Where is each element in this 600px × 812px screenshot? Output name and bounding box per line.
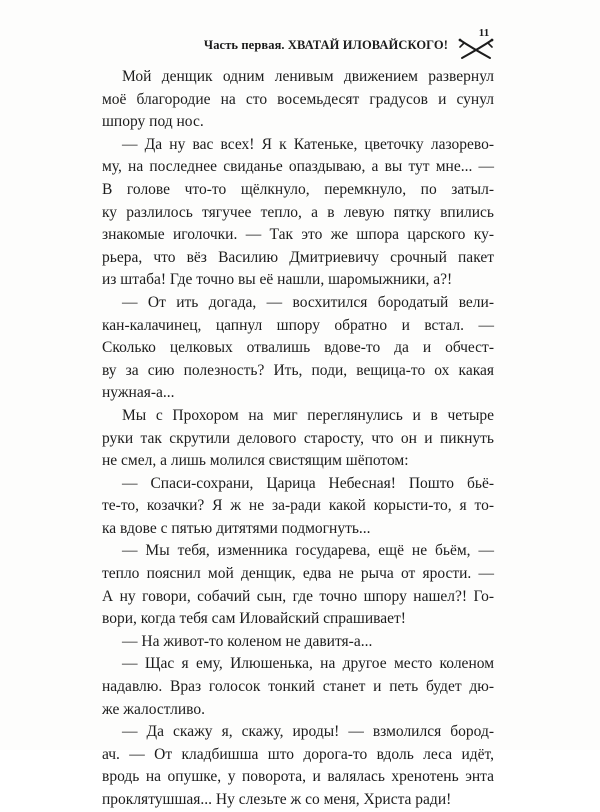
text-line: ку разлилось тягучее тепло, а в левую пятку впились [102, 203, 494, 221]
text-line: из штаба! Где точно вы её нашли, шаромыжники, а?! [102, 271, 453, 289]
text-line: моё благородие на сто восемьдесят градусов и сунул [102, 90, 494, 108]
text-line: Мой денщик одним ленивым движением развернул [122, 68, 494, 85]
text-line: проклятушшая... Ну слезьте ж со меня, Христа ради! [102, 791, 452, 808]
running-head-part: Часть первая. [203, 38, 285, 52]
text-line: — От ить догада, — восхитился бородатый вели- [122, 293, 494, 311]
paragraph [102, 134, 494, 292]
text-line: шпору под нос. [102, 113, 204, 131]
paragraph [102, 540, 494, 630]
running-head-title: ХВАТАЙ ИЛОВАЙСКОГО! [287, 38, 448, 52]
text-line: — Мы тебя, изменника государева, ещё не бьём, — [122, 542, 494, 560]
text-line: ву за сию полезность? Ить, поди, вещица-то ох какая [102, 361, 494, 379]
text-line: кан-калачинец, цапнул шпору обратно и встал. — [102, 316, 494, 334]
page-header [100, 27, 495, 58]
text-line: — Да скажу я, скажу, ироды! — взмолился бород- [122, 723, 494, 741]
crossed-sabers-icon [456, 38, 496, 60]
text-line: ач. — От кладбишша што дорога-то вдоль леса идёт, [102, 745, 494, 763]
text-line: — На живот-то коленом не давитя-а... [122, 632, 373, 650]
text-line: знакомые иголочки. — Так это же шпора царского ку- [102, 226, 494, 244]
text-line: рьера, что вёз Василию Дмитриевичу срочный пакет [102, 248, 494, 266]
text-line: ка вдове с пятью дитятями подмогнуть... [102, 519, 371, 537]
text-line: же жалостливо. [102, 700, 205, 718]
paragraph [102, 631, 494, 654]
text-line: надавлю. Враз голосок тонкий станет и петь будет дю- [102, 678, 494, 696]
text-line: — Да ну вас всех! Я к Катеньке, цветочку лазорево- [122, 135, 494, 153]
text-line: вори, когда тебя сам Иловайский спрашивает! [102, 610, 406, 628]
paragraph [102, 405, 494, 473]
page-number: 11 [478, 27, 490, 39]
paragraph [102, 66, 494, 134]
text-line: — Щас я ему, Илюшенька, на другое место коленом [122, 655, 494, 673]
paragraph [102, 653, 494, 721]
text-line: руки так скрутили делового старосту, что он и пикнуть [102, 429, 494, 447]
text-line: В голове что-то щёлкнуло, перемкнуло, по затыл- [102, 180, 494, 198]
text-line: му, на последнее свиданье опаздываю, а вы тут мне... — [102, 158, 494, 176]
paragraph [102, 721, 494, 811]
running-head [100, 38, 448, 53]
text-line: А ну говори, собачий сын, где точно шпору нашел?! Го- [102, 587, 494, 605]
text-line: Сколько целковых отвалишь вдове-то да и обчест- [102, 339, 494, 357]
text-line: тепло пояснил мой денщик, едва не рыча от ярости. — [102, 565, 494, 583]
text-line: нужная-а... [102, 384, 175, 402]
text-line: вродь на опушке, у поворота, и валялась хренотень энта [102, 768, 494, 786]
text-line: не смел, а лишь молился свистящим шёпотом: [102, 452, 409, 470]
text-line: те-то, козачки? Я ж не за-ради какой корысти-то, я то- [102, 497, 494, 515]
paragraph [102, 473, 494, 541]
paragraph [102, 292, 494, 405]
text-line: — Спаси-сохрани, Царица Небесная! Пошто бьё- [122, 474, 494, 492]
text-line: Мы с Прохором на миг переглянулись и в четыре [122, 406, 494, 424]
body-text [102, 66, 494, 812]
